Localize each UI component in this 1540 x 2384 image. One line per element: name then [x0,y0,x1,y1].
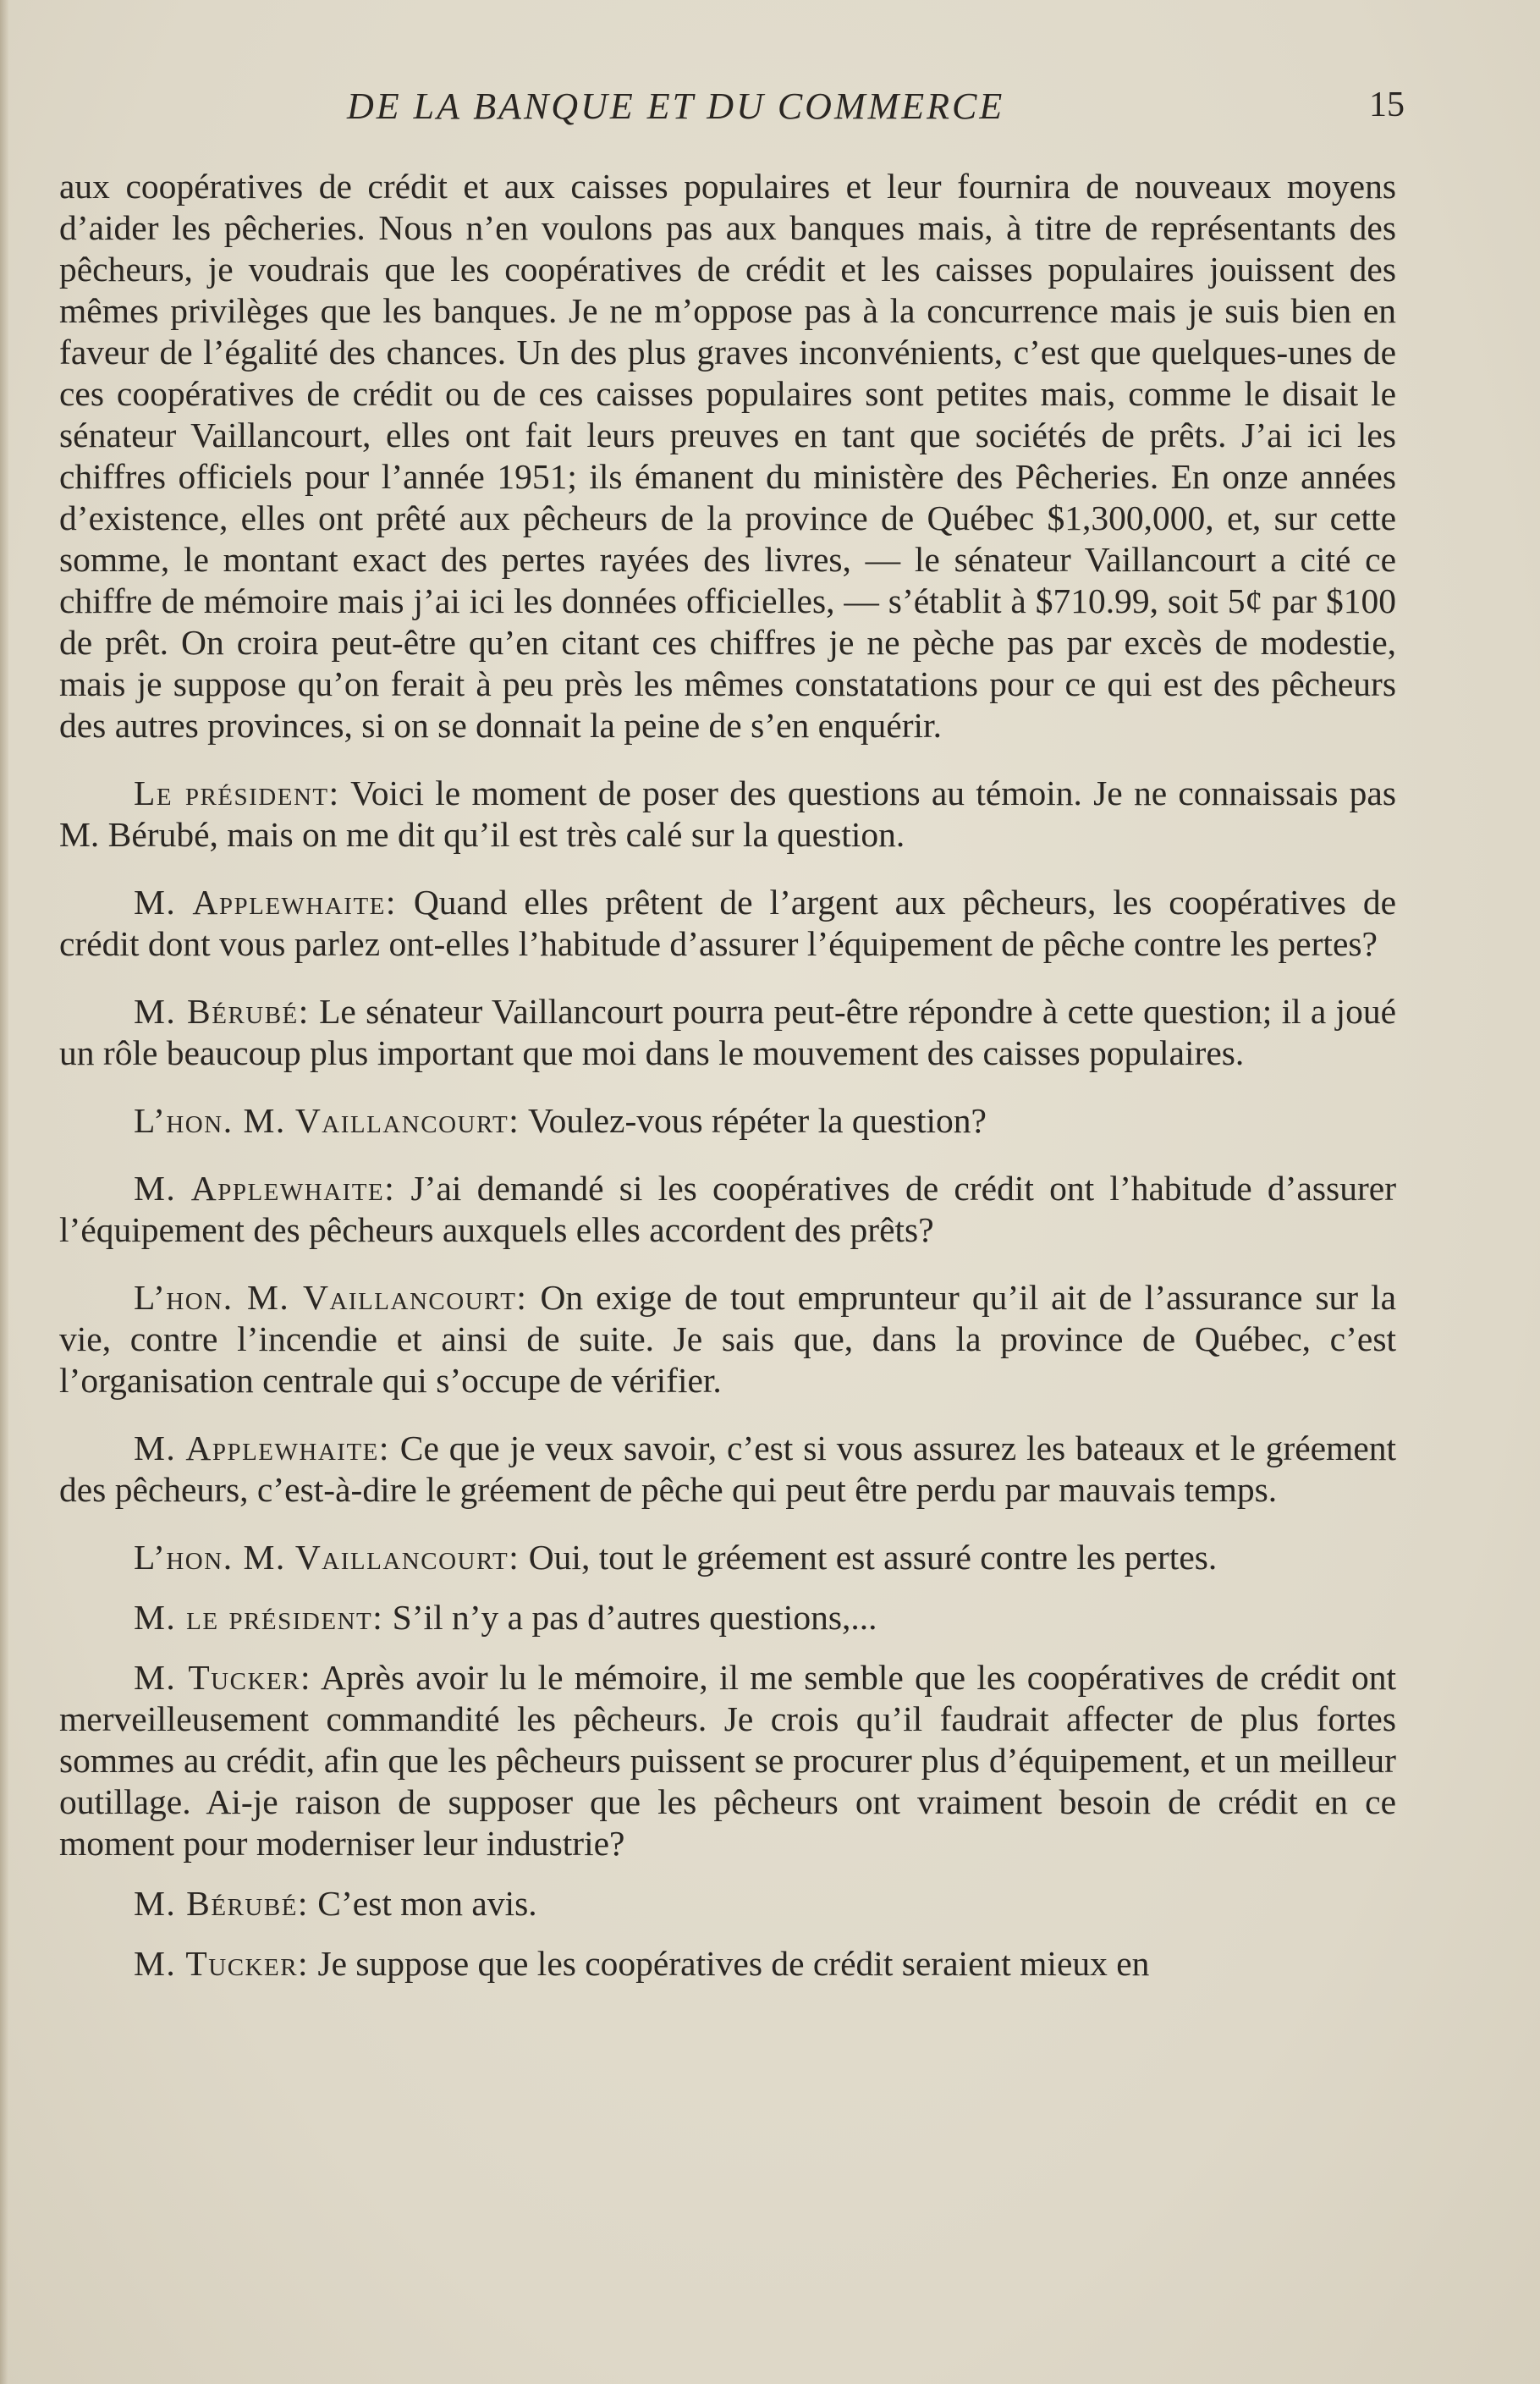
speaker-name: L’hon. M. Vaillancourt: [134,1101,520,1140]
paragraph [59,1657,1396,1864]
speaker-name: Le président: [134,774,340,812]
speaker-name: L’hon. M. Vaillancourt: [134,1538,520,1577]
paragraph [59,1277,1396,1401]
speaker-name: M. Tucker: [134,1944,310,1983]
speaker-name: M. Applewhaite: [134,1429,390,1467]
paragraph [59,1883,1396,1924]
speaker-name: M. Tucker: [134,1658,311,1697]
paragraph-text: S’il n’y a pas d’autres questions,... [392,1598,877,1637]
paragraph [59,166,1396,746]
speaker-name: M. Bérubé: [134,1884,309,1923]
paragraph [59,1428,1396,1511]
running-header [59,85,1405,135]
paragraph-text: Quand elles prêtent de l’argent aux pêcheurs, les coopératives de crédit dont vous parlez ont-elles l’habitude d’assurer l’équipement de pêche contre les pertes? [59,883,1397,963]
paragraph-text: C’est mon avis. [317,1884,537,1923]
paragraph [59,1100,1396,1142]
paragraph-text: Je suppose que les coopératives de crédit seraient mieux en [317,1944,1150,1983]
body-text [59,166,1396,2003]
speaker-name: M. Applewhaite: [134,883,397,922]
paragraph [59,882,1396,965]
paragraph-text: Voulez-vous répéter la question? [527,1101,987,1140]
running-title: DE LA BANQUE ET DU COMMERCE [347,85,1005,127]
paragraph-text: Le sénateur Vaillancourt pourra peut-être répondre à cette question; il a joué un rôle beaucoup plus important que moi dans le mouvement des caisses populaires. [59,992,1396,1072]
paragraph-text: On exige de tout emprunteur qu’il ait de l’assurance sur la vie, contre l’incendie et ainsi de suite. Je sais que, dans la province de Québec, c’est l’organisation centrale qui s’occupe de vérifier. [59,1278,1396,1400]
page-binding-edge [0,0,8,2384]
paragraph-text: Voici le moment de poser des questions au témoin. Je ne connaissais pas M. Bérubé, mais on me dit qu’il est très calé sur la question. [59,774,1396,854]
speaker-name: M. Bérubé: [134,992,310,1031]
speaker-name: M. le président: [134,1598,384,1637]
paragraph [59,1537,1396,1578]
paragraph-text: Oui, tout le gréement est assuré contre les pertes. [528,1538,1218,1577]
paragraph-text: aux coopératives de crédit et aux caisses populaires et leur fournira de nouveaux moyens d’aider les pêcheries. Nous n’en voulons pas aux banques mais, à titre de représentants des pêcheurs, je voudrais que les coopératives de crédit et les caisses populaires jouissent des mêmes privilèges que les banques. Je ne m’oppose pas à la concurrence mais je suis bien en faveur de l’égalité des chances. Un des plus graves inconvénients, c’est que quelques-unes de ces coopératives de crédit ou de ces caisses populaires sont petites mais, comme le disait le sénateur Vaillancourt, elles ont fait leurs preuves en tant que sociétés de prêts. J’ai ici les chiffres officiels pour l’année 1951; ils émanent du ministère des Pêcheries. En onze années d’existence, elles ont prêté aux pêcheurs de la province de Québec $1,300,000, et, sur cette somme, le montant exact des pertes rayées des livres, — le sénateur Vaillancourt a cité ce chiffre de mémoire mais j’ai ici les données officielles, — s’établit à $710.99, soit 5¢ par $100 de prêt. On croira peut-être qu’en citant ces chiffres je ne pèche pas par excès de modestie, mais je suppose qu’on ferait à peu près les mêmes constatations pour ce qui est des pêcheurs des autres provinces, si on se donnait la peine de s’en enquérir. [59,167,1396,745]
speaker-name: L’hon. M. Vaillancourt: [134,1278,528,1317]
paragraph-text: Après avoir lu le mémoire, il me semble que les coopératives de crédit ont merveilleusement commandité les pêcheurs. Je crois qu’il faudrait affecter de plus fortes sommes au crédit, afin que les pêcheurs puissent se procurer plus d’équipement, et un meilleur outillage. Ai-je raison de supposer que les pêcheurs ont vraiment besoin de crédit en ce moment pour moderniser leur industrie? [59,1658,1396,1863]
paragraph [59,1168,1396,1251]
paragraph-text: J’ai demandé si les coopératives de crédit ont l’habitude d’assurer l’équipement des pêcheurs auxquels elles accordent des prêts? [59,1169,1397,1249]
page-number: 15 [1369,85,1405,124]
paragraph-text: Ce que je veux savoir, c’est si vous assurez les bateaux et le gréement des pêcheurs, c’est-à-dire le gréement de pêche qui peut être perdu par mauvais temps. [59,1429,1397,1509]
paragraph [59,1943,1396,1985]
paragraph [59,991,1396,1074]
speaker-name: M. Applewhaite: [134,1169,396,1208]
paragraph [59,1597,1396,1638]
paragraph [59,773,1396,856]
